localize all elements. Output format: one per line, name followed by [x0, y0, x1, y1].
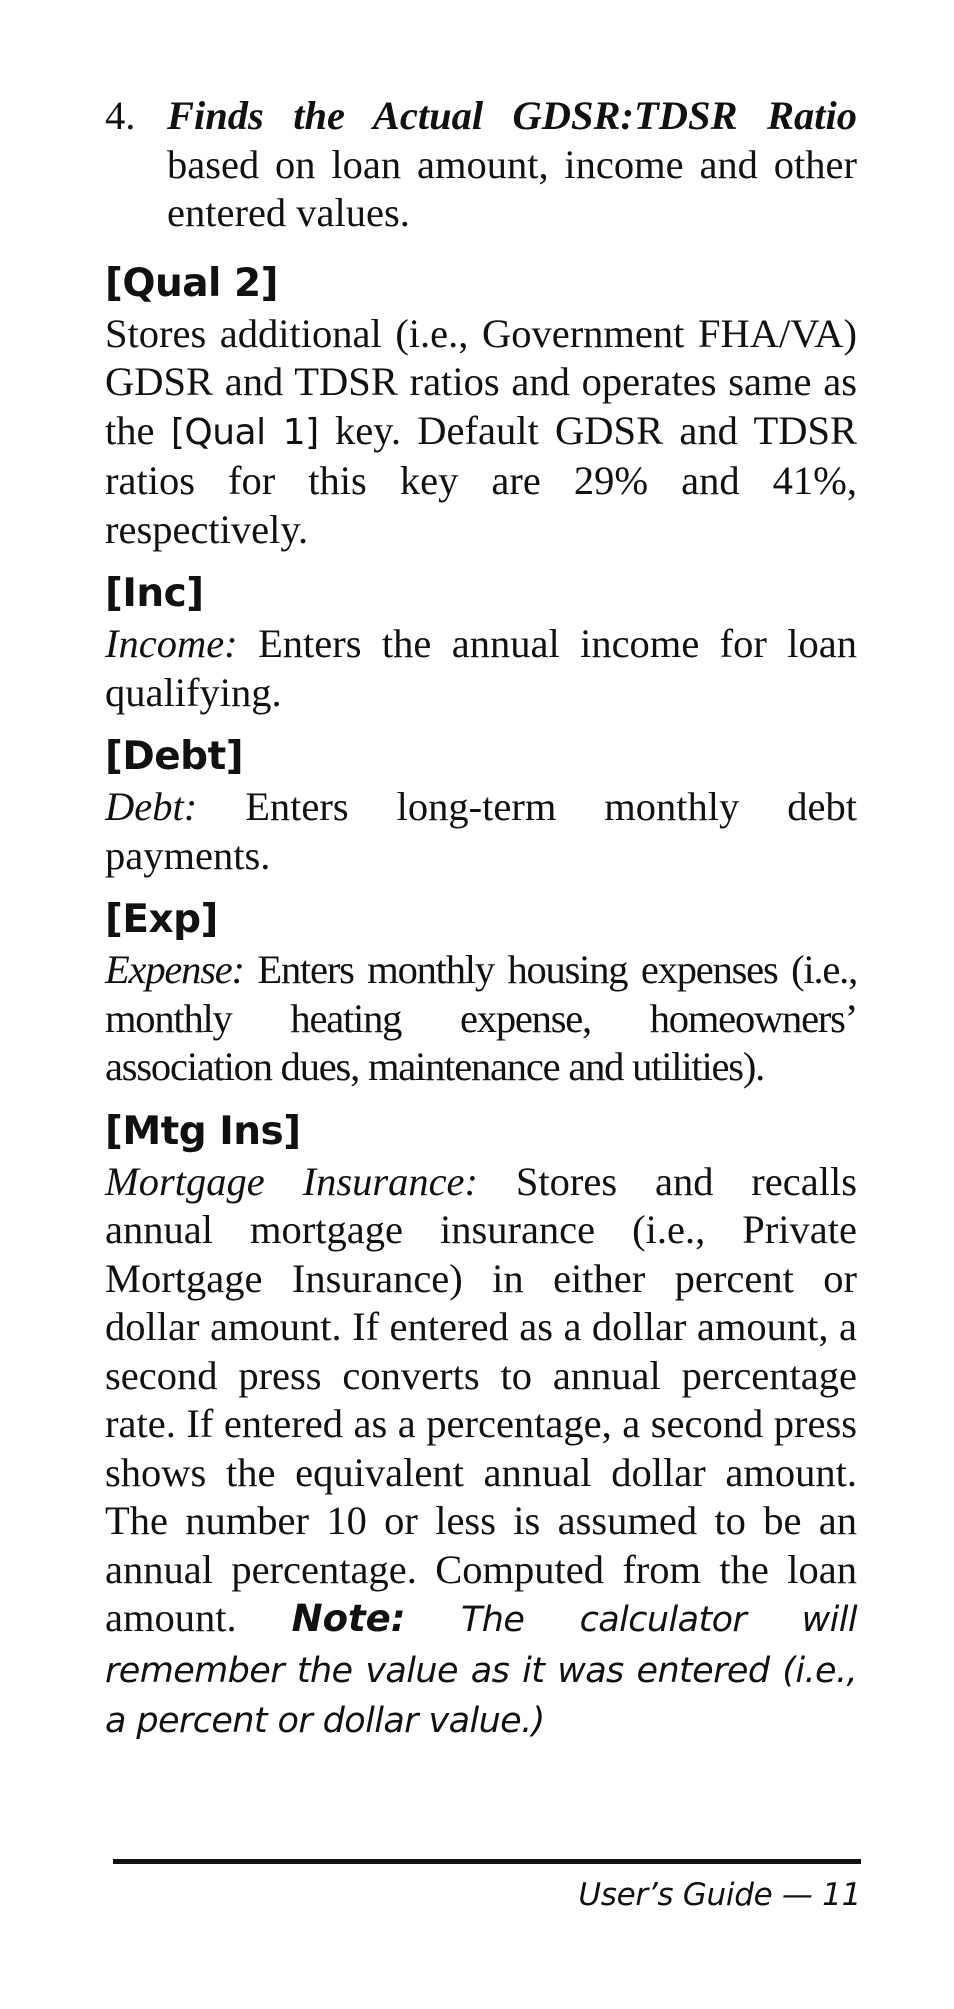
mtgins-heading: [Mtg Ins]: [105, 1108, 301, 1154]
note-text: The calculator will remember the value as it was entered (i.e., a percent or dollar value.): [105, 1600, 858, 1741]
exp-term: Expense:: [105, 947, 244, 992]
list-item-4: [105, 92, 857, 238]
qual2-text-before: Stores additional (i.e., Government FHA/VA) GDSR and TDSR ratios and operates same as the: [105, 310, 857, 453]
inc-term: Income:: [105, 621, 238, 666]
inc-text: Enters the annual income for loan qualifying.: [105, 621, 857, 715]
footer-rule: [113, 1859, 861, 1864]
qual2-heading: [Qual 2]: [105, 260, 278, 306]
debt-description: [105, 783, 857, 880]
inc-heading: [Inc]: [105, 571, 204, 616]
mtgins-description: [105, 1158, 857, 1746]
debt-term: Debt:: [105, 784, 198, 829]
qual2-description: [105, 310, 857, 555]
qual2-text-after: key. Default GDSR and TDSR ratios for this key are 29% and 41%, respectively.: [105, 407, 858, 552]
list-item-text: based on loan amount, income and other entered values.: [167, 141, 857, 235]
debt-text: Enters long-term monthly debt payments.: [105, 784, 857, 878]
mtgins-term: Mortgage Insurance:: [105, 1158, 479, 1204]
list-item-body: [167, 92, 857, 238]
document-page: [105, 92, 857, 1746]
exp-text: Enters monthly housing expenses (i.e., monthly heating expense, homeowners’ association dues, maintenance and utilities).: [105, 947, 857, 1089]
note-label: Note:: [291, 1597, 406, 1640]
exp-heading: [Exp]: [105, 897, 218, 942]
debt-heading: [Debt]: [105, 734, 244, 779]
exp-description: [105, 946, 857, 1092]
page-footer: User’s Guide — 11: [578, 1877, 861, 1913]
inc-description: [105, 620, 857, 717]
list-item-number: 4.: [105, 93, 136, 138]
list-item-title: Finds the Actual GDSR:TDSR Ratio: [167, 93, 857, 138]
mtgins-text: Stores and recalls annual mortgage insurance (i.e., Private Mortgage Insurance) in either percent or dollar amount. If entered as a dollar amount, a second press converts to annual percentage rate. If entered as a percentage, a second press shows the equivalent annual dollar amount. The number 10 or less is assumed to be an annual percentage. Computed from the loan amount.: [105, 1158, 857, 1640]
qual1-key-reference: [Qual 1]: [170, 411, 319, 453]
